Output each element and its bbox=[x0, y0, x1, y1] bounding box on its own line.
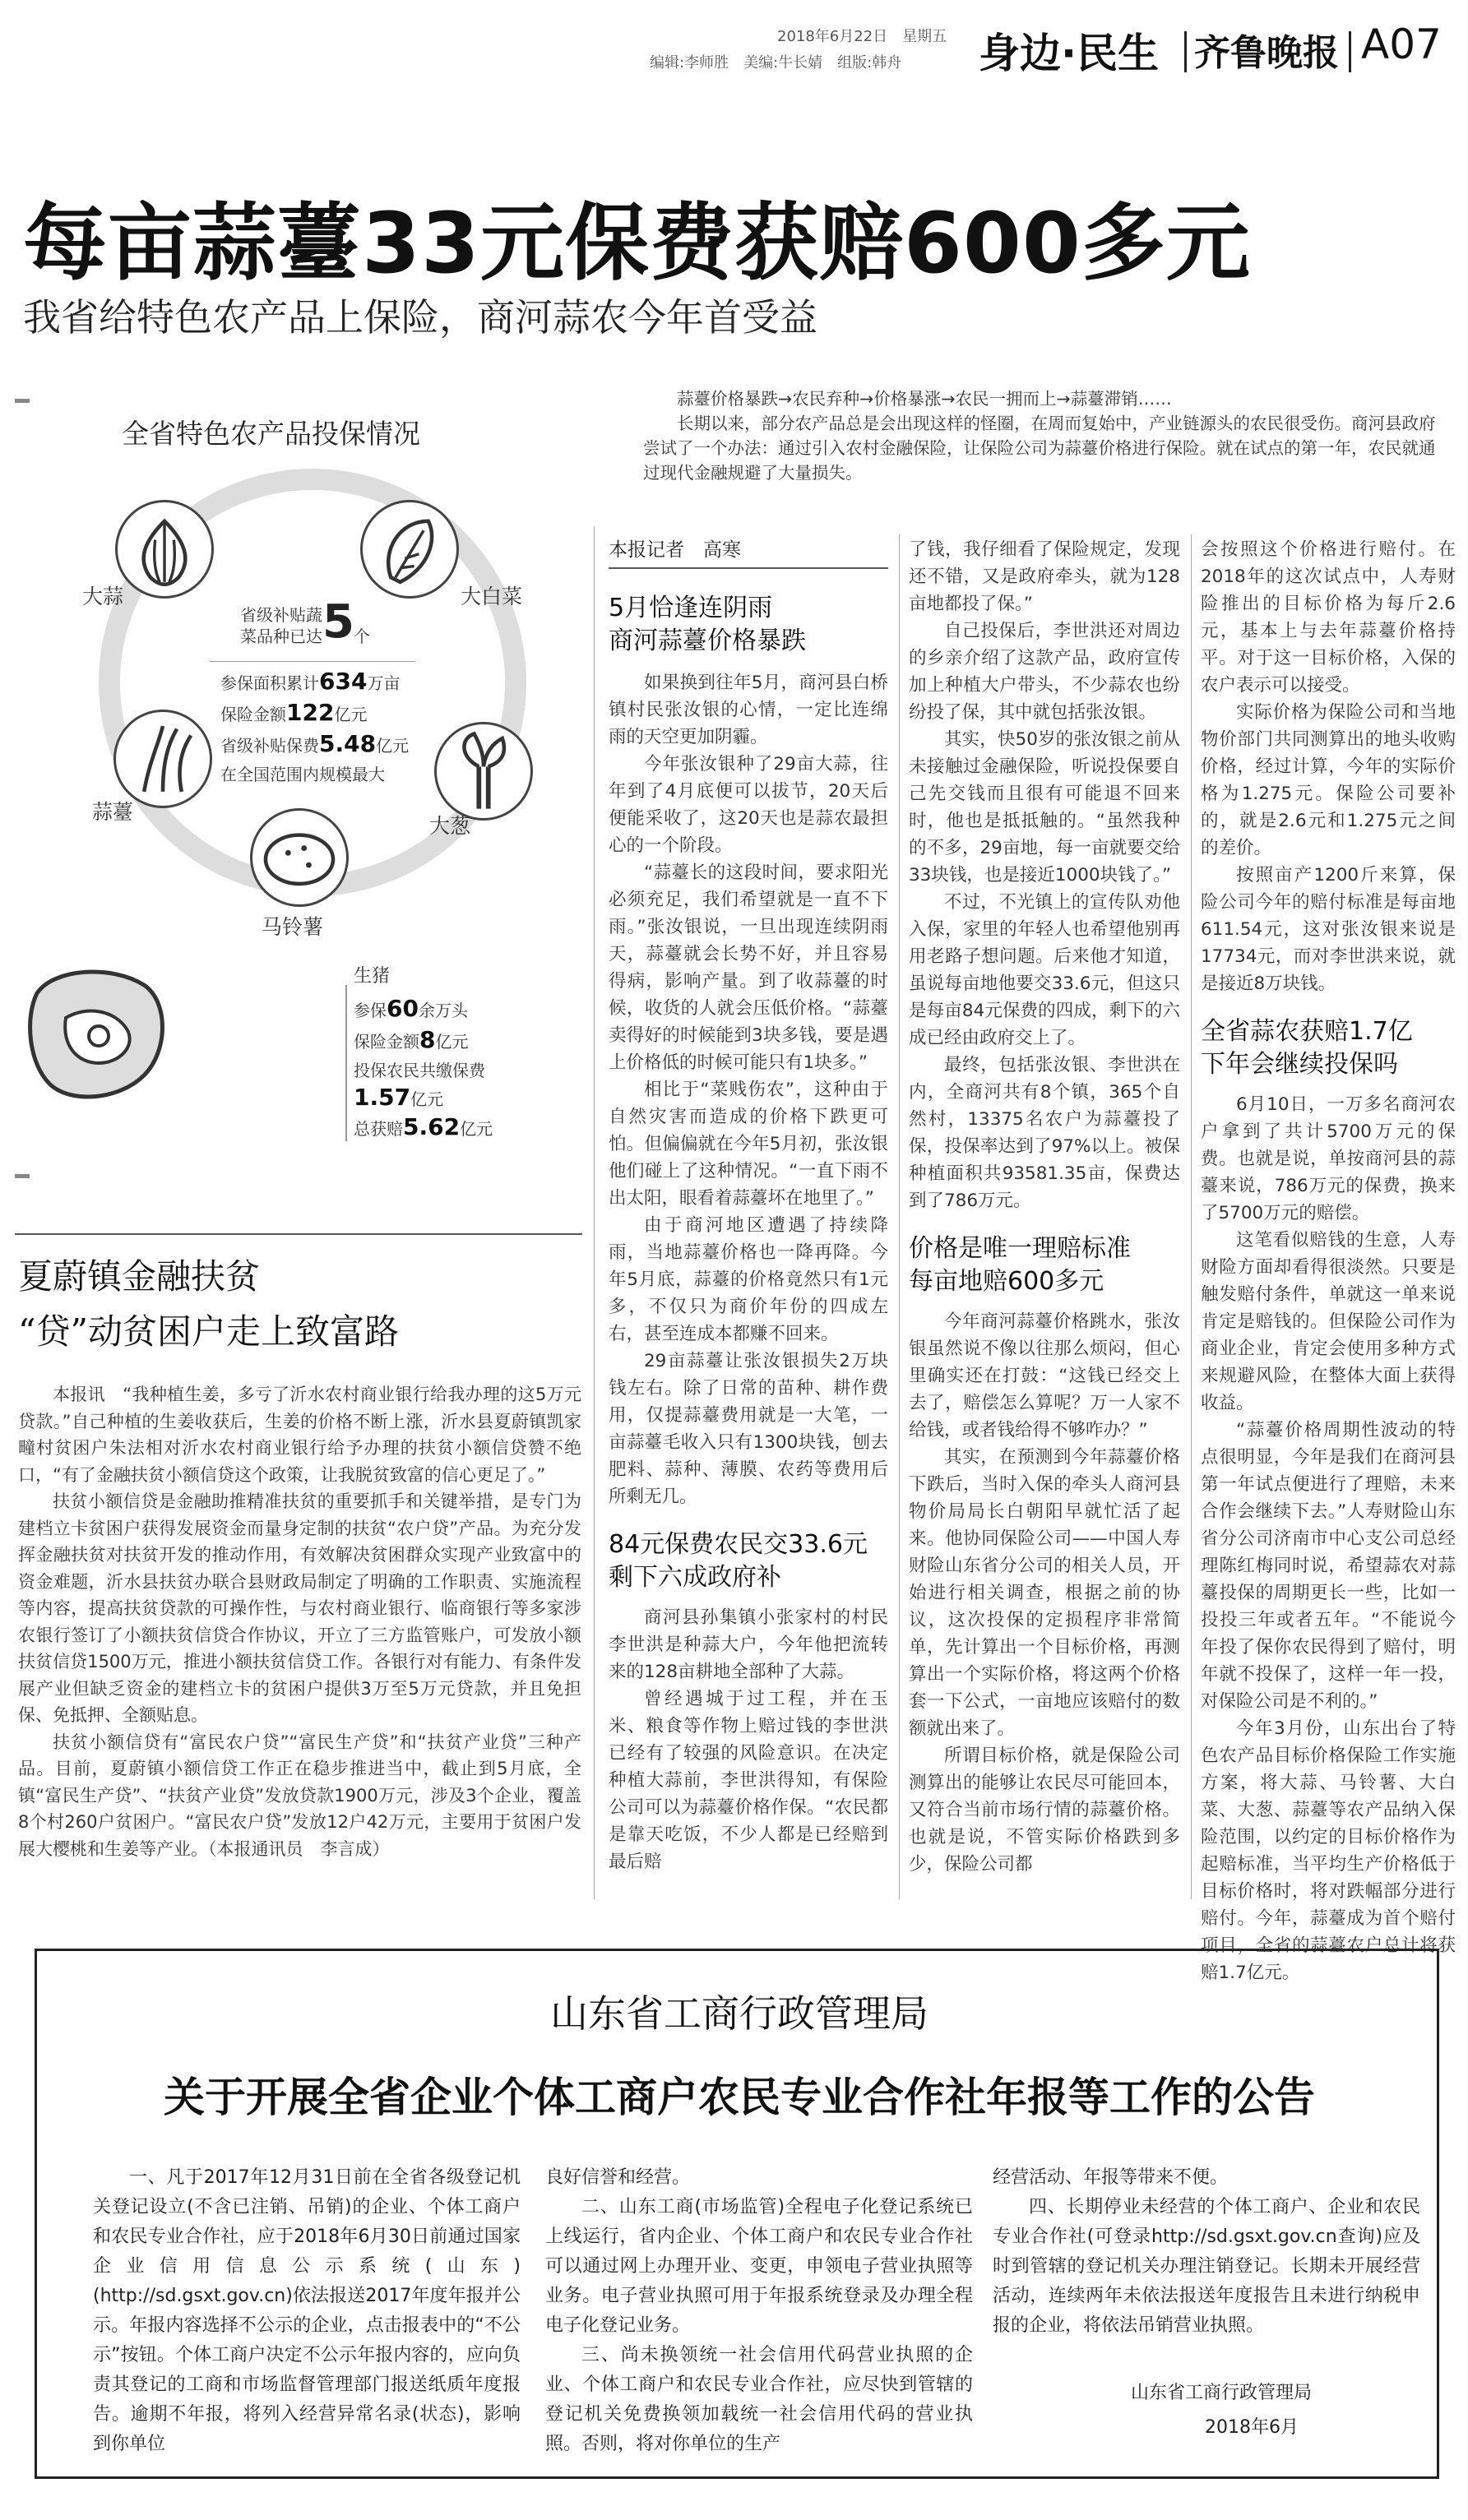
paragraph: “蒜薹长的这段时间，要求阳光必须充足，我们希望就是一直不下雨。”张汝银说，一旦出现连续阴雨天，蒜薹就会长势不好，并且容易得病，影响产量。到了收蒜薹的时候，收货的人就会压低价格。“蒜薹卖得好的时候能到3块多钱，要是遇上价格低的时候可能只有1块多。” bbox=[609, 862, 888, 1073]
paragraph: 扶贫小额信贷是金融助推精准扶贫的重要抓手和关键举措，是专门为建档立卡贫困户获得发展资金而量身定制的扶贫“农户贷”产品。为充分发挥金融扶贫对扶贫开发的推动作用，有效解决贫困群众实现产业致富中的资金难题，沂水县扶贫办联合县财政局制定了明确的工作职责、实施流程等内容，提高扶贫贷款的可操作性，与农村商业银行、临商银行等多家涉农银行签订了小额扶贫信贷合作协议，开立了三方监管账户，可发放小额扶贫信贷1500万元，推进小额扶贫信贷工作。各银行对有能力、有条件发展产业但缺乏资金的建档立卡的贫困户提供3万至5万元贷款，并且免担保、免抵押、全额贴息。 bbox=[18, 1491, 581, 1725]
potato-icon bbox=[250, 808, 349, 907]
stat-insured-amount: 保险金额122亿元 bbox=[220, 699, 368, 726]
notice-paragraph: 二、山东工商(市场监管)全程电子化登记系统已上线运行，省内企业、个体工商户和农民专业合作社可以通过网上办理开业、变更，申领电子营业执照等业务。电子营业执照可用于年报系统登录及办理全程电子化登记业务。 bbox=[545, 2197, 973, 2336]
notice-date: 2018年6月 bbox=[1205, 2417, 1299, 2438]
notice-column-1 bbox=[93, 2163, 521, 2459]
pig-stat-amount: 保险金额8亿元 bbox=[354, 1026, 469, 1053]
notice-paragraph: 三、尚未换领统一社会信用代码营业执照的企业、个体工商户和农民专业合作社，应尽快到管辖的登记机关免费换领加载统一社会信用代码的营业执照。否则，将对你单位的生产 bbox=[545, 2345, 973, 2454]
column-divider bbox=[1191, 534, 1192, 1899]
byline-rule bbox=[609, 567, 888, 569]
pig-stat-count: 参保60余万头 bbox=[354, 995, 468, 1022]
subhead-province-claims: 全省蒜农获赔1.7亿 下年会继续投保吗 bbox=[1201, 1017, 1413, 1079]
infographic-bracket bbox=[15, 399, 30, 403]
cabbage-icon bbox=[360, 500, 459, 599]
stat-note: 在全国范围内规模最大 bbox=[220, 765, 385, 784]
section-name: 身边·民生 bbox=[979, 30, 1159, 77]
intro-line: 蒜薹价格暴跌→农民弃种→价格暴涨→农民一拥而上→蒜薹滞销…… bbox=[677, 389, 1172, 409]
subheadline: 我省给特色农产品上保险，商河蒜农今年首受益 bbox=[23, 295, 817, 340]
paragraph: 了钱，我仔细看了保险规定，发现还不错，又是政府牵头，就为128亩地都投了保。” bbox=[909, 539, 1180, 614]
paragraph: 实际价格为保险公司和当地物价部门共同测算出的地头收购价格，经过计算，今年的实际价格为1.275元。保险公司要补的，就是2.6元和1.275元之间的差价。 bbox=[1201, 702, 1456, 858]
paragraph: 最终，包括张汝银、李世洪在内，全商河共有8个镇，365个自然村，13375名农户为蒜薹投了保，投保率达到了97%以上。被保种植面积共93581.35亩，保费达到了786万元。 bbox=[909, 1055, 1180, 1211]
pig-stat-premium: 1.57亿元 bbox=[354, 1084, 444, 1111]
notice-paragraph: 经营活动、年报等带来不便。 bbox=[993, 2167, 1229, 2188]
paragraph: 会按照这个价格进行赔付。在2018年的这次试点中，人寿财险推出的目标价格为每斤2.6元，基本上与去年蒜薹价格持平。对于这一目标价格，入保的农户表示可以接受。 bbox=[1201, 539, 1456, 696]
headline: 每亩蒜薹33元保费获赔600多元 bbox=[23, 195, 1251, 293]
pig-stat-premium-label: 投保农民共缴保费 bbox=[354, 1061, 485, 1080]
notice-organization: 山东省工商行政管理局 bbox=[550, 1991, 928, 2036]
intro-paragraph: 长期以来，部分农产品总是会出现这样的怪圈，在周而复始中，产业链源头的农民很受伤。商河县政府尝试了一个办法：通过引入农村金融保险，让保险公司为蒜薹价格进行保险。就在试点的第一年，农民就通过现代金融规避了大量损失。 bbox=[643, 414, 1436, 483]
paragraph: 所谓目标价格，就是保险公司测算出的能够让农民尽可能回本，又符合当前市场行情的蒜薹价格。也就是说，不管实际价格跌到多少，保险公司都 bbox=[909, 1746, 1180, 1875]
infographic-title: 全省特色农产品投保情况 bbox=[122, 418, 420, 450]
center-stat-unit: 个 bbox=[354, 627, 370, 646]
byline: 本报记者 高寒 bbox=[609, 539, 741, 561]
story-intro bbox=[643, 386, 1451, 485]
paragraph: 其实，快50岁的张汝银之前从未接触过金融保险，听说投保要自己先交钱而且很有可能退不回来时，他也是抵抵触的。“虽然我种的不多，29亩地，每一亩就要交给33块钱，也是接近1000块钱了。” bbox=[909, 729, 1180, 885]
public-notice bbox=[35, 1949, 1439, 2479]
center-stat-label: 省级补贴蔬菜品种已达 bbox=[240, 605, 322, 646]
page-number: A07 bbox=[1361, 21, 1442, 68]
story-column-3 bbox=[1201, 536, 1456, 1986]
notice-paragraph: 一、凡于2017年12月31日前在全省各级登记机关登记设立(不含已注销、吊销)的企业、个体工商户和农民专业合作社，应于2018年6月30日前通过国家企业信用信息公示系统(山东)(http://sd.gsxt.gov.cn)依法报送2017年度年报并公示。年报内容选择不公示的企业，点击报表中的“不公示”按钮。个体工商户决定不公示年报内容的，应向负责其登记的工商和市场监督管理部门报送纸质年度报告。逾期不年报，将列入经营异常名录(状态)，影响到你单位 bbox=[93, 2167, 521, 2454]
notice-paragraph: 良好信誉和经营。 bbox=[545, 2167, 691, 2188]
pig-title: 生猪 bbox=[354, 966, 391, 987]
notice-column-2 bbox=[545, 2163, 973, 2459]
paragraph: “蒜薹价格周期性波动的特点很明显，今年是我们在商河县第一年试点便进行了理赔，未来合作会继续下去。”人寿财险山东省分公司济南市中心支公司总经理陈红梅同时说，希望蒜农对蒜薹投保的周期更长一些，比如一投投三年或者五年。“不能说今年投了保你农民得到了赔付，明年就不投保了，这样一年一投，对保险公司是不利的。” bbox=[1201, 1420, 1456, 1712]
paragraph: 这笔看似赔钱的生意，人寿财险方面却看得很淡然。只要是触发赔付条件，单就这一单来说肯定是赔钱的。但保险公司作为商业企业，肯定会使用多种方式来规避风险，在整体大面上获得收益。 bbox=[1201, 1230, 1456, 1413]
side-story-subtitle: “贷”动贫困户走上致富路 bbox=[18, 1311, 399, 1352]
story-column-2 bbox=[909, 536, 1180, 1878]
crop-label-scape: 蒜薹 bbox=[92, 800, 134, 824]
subhead-price-drop: 5月恰逢连阴雨 商河蒜薹价格暴跌 bbox=[609, 594, 806, 655]
paragraph: 自己投保后，李世洪还对周边的乡亲介绍了这款产品，政府宣传加上种植大户带头，不少蒜农也纷纷投了保，其中就包括张汝银。 bbox=[909, 621, 1180, 723]
side-story-body bbox=[18, 1381, 581, 1862]
story-column-1 bbox=[609, 592, 888, 1875]
paragraph: 今年商河蒜薹价格跳水，张汝银虽然说不像以往那么烦闷，但心里确实还在打鼓：“这钱已经交上去了，赔偿怎么算呢？万一人家不给钱，或者钱给得不够咋办？” bbox=[909, 1311, 1180, 1440]
paragraph: 相比于“菜贱伤农”，这种由于自然灾害而造成的价格下跌更可怕。但偏偏就在今年5月初，张汝银他们碰上了这种情况。“一直下雨不出太阳，眼看着蒜薹坏在地里了。” bbox=[609, 1080, 888, 1209]
side-story-rule bbox=[15, 1233, 582, 1235]
garlic-icon bbox=[115, 500, 214, 599]
newspaper-brand: 齐鲁晚报 bbox=[1194, 32, 1339, 74]
paragraph: 如果换到往年5月，商河县白桥镇村民张汝银的心情，一定比连绵雨的天空更加阴霾。 bbox=[609, 673, 888, 747]
scallion-icon bbox=[434, 722, 533, 821]
pig-bracket bbox=[345, 985, 347, 1141]
editors-line: 编辑:李师胜 美编:牛长婧 组版:韩舟 bbox=[650, 54, 902, 72]
side-story-title: 夏蔚镇金融扶贫 bbox=[18, 1256, 261, 1297]
garlic-scape-icon bbox=[113, 710, 212, 808]
issue-date: 2018年6月22日 星期五 bbox=[777, 28, 947, 45]
ham-icon bbox=[21, 960, 177, 1108]
paragraph: 其实，在预测到今年蒜薹价格下跌后，当时入保的牵头人商河县物价局局长白朝阳早就忙活了起来。他协同保险公司——中国人寿财险山东省分公司的相关人员，开始进行相关调查，根据之前的协议，这次投保的定损程序非常简单，先计算出一个目标价格，再测算出一个实际价格，将这两个价格套一下公式，一亩地应该赔付的数额就出来了。 bbox=[909, 1447, 1180, 1739]
crop-label-cabbage: 大白菜 bbox=[461, 585, 523, 608]
column-divider bbox=[899, 534, 900, 1899]
stat-divider bbox=[210, 661, 415, 662]
notice-signature: 山东省工商行政管理局 bbox=[1131, 2383, 1313, 2403]
paragraph: 按照亩产1200斤来算，保险公司今年的赔付标准是每亩地611.54元，这对张汝银来说是17734元，而对李世洪来说，就是接近8万块钱。 bbox=[1201, 865, 1456, 994]
crop-label-scallion: 大葱 bbox=[429, 814, 471, 838]
pig-stat-claims: 总获赔5.62亿元 bbox=[354, 1113, 493, 1140]
paragraph: 本报讯 “我种植生姜，多亏了沂水农村商业银行给我办理的这5万元贷款。”自己种植的生姜收获后，生姜的价格不断上涨，沂水县夏蔚镇凯家疃村贫困户朱法相对沂水农村商业银行给予办理的扶贫小额信贷赞不绝口，“有了金融扶贫小额信贷这个政策，让我脱贫致富的信心更足了。” bbox=[18, 1385, 581, 1485]
paragraph: 29亩蒜薹让张汝银损失2万块钱左右。除了日常的苗种、耕作费用，仅提蒜薹费用就是一大笔，一亩蒜薹毛收入只有1300块钱，刨去肥料、蒜种、薄膜、农药等费用后所剩无几。 bbox=[609, 1351, 888, 1507]
paragraph: 由于商河地区遭遇了持续降雨，当地蒜薹价格也一降再降。今年5月底，蒜薹的价格竟然只有1元多，不仅只为商价年份的四成左右，甚至连成本都赚不回来。 bbox=[609, 1215, 888, 1344]
paragraph: 今年张汝银种了29亩大蒜，往年到了4月底便可以拔节，20天后便能采收了，这20天也是蒜农最担心的一个阶段。 bbox=[609, 754, 888, 856]
crop-label-garlic: 大蒜 bbox=[82, 585, 124, 608]
center-stat-value: 5 bbox=[322, 595, 354, 649]
infographic-bracket bbox=[15, 1174, 30, 1178]
paragraph: 6月10日，一万多名商河农户拿到了共计5700万元的保费。也就是说，单按商河县的蒜薹来说，786万元的保费，换来了5700万元的赔偿。 bbox=[1201, 1094, 1456, 1223]
crop-label-potato: 马铃薯 bbox=[262, 915, 324, 939]
paragraph: 今年3月份，山东出台了特色农产品目标价格保险工作实施方案，将大蒜、马铃薯、大白菜、大葱、蒜薹等农产品纳入保险范围，以约定的目标价格作为起赔标准，当平均生产价格低于目标价格时，将对跌幅部分进行赔付。今年，蒜薹成为首个赔付项目，全省的蒜薹农户总计将获赔1.7亿元。 bbox=[1201, 1718, 1456, 1983]
masthead-divider bbox=[1349, 31, 1351, 72]
notice-paragraph: 四、长期停业未经营的个体工商户、企业和农民专业合作社(可登录http://sd.gsxt.gov.cn查询)应及时到管辖的登记机关办理注销登记。长期未开展经营活动，连续两年未依法报送年度报告且未进行纳税申报的企业，将依法吊销营业执照。 bbox=[993, 2197, 1420, 2336]
notice-title: 关于开展全省企业个体工商户农民专业合作社年报等工作的公告 bbox=[164, 2074, 1315, 2121]
paragraph: 商河县孙集镇小张家村的村民李世洪是种蒜大户，今年他把流转来的128亩耕地全部种了大蒜。 bbox=[609, 1607, 888, 1682]
subhead-premium: 84元保费农民交33.6元 剩下六成政府补 bbox=[609, 1530, 868, 1592]
masthead-divider bbox=[1184, 31, 1187, 72]
paragraph: 不过，不光镇上的宣传队劝他入保，家里的年轻人也希望他别再用老路子想问题。后来他才知道，虽说每亩地他要交33.6元，但这只是每亩84元保费的四成，剩下的六成已经由政府交上了。 bbox=[909, 892, 1180, 1048]
column-divider bbox=[594, 526, 595, 1899]
stat-area: 参保面积累计634万亩 bbox=[220, 668, 401, 695]
paragraph: 曾经遇城于过工程，并在玉米、粮食等作物上赔过钱的李世洪已经有了较强的风险意识。在决定种植大蒜前，李世洪得知，有保险公司可以为蒜薹价格作保。“农民都是靠天吃饭，不少人都是已经赔到最后赔 bbox=[609, 1689, 888, 1872]
notice-column-3 bbox=[993, 2163, 1420, 2341]
subhead-claim-standard: 价格是唯一理赔标准 每亩地赔600多元 bbox=[909, 1234, 1131, 1296]
paragraph: 扶贫小额信贷有“富民农户贷”“富民生产贷”和“扶贫产业贷”三种产品。目前，夏蔚镇小额信贷工作正在稳步推进当中，截止到5月底，全镇“富民生产贷”、“扶贫产业贷”发放贷款1900万元，涉及3个企业，覆盖8个村260户贫困户。“富民农户贷”发放12户42万元，主要用于贫困户发展大樱桃和生姜等产业。（本报通讯员 李言成） bbox=[18, 1732, 581, 1859]
stat-subsidy: 省级补贴保费5.48亿元 bbox=[220, 730, 410, 757]
